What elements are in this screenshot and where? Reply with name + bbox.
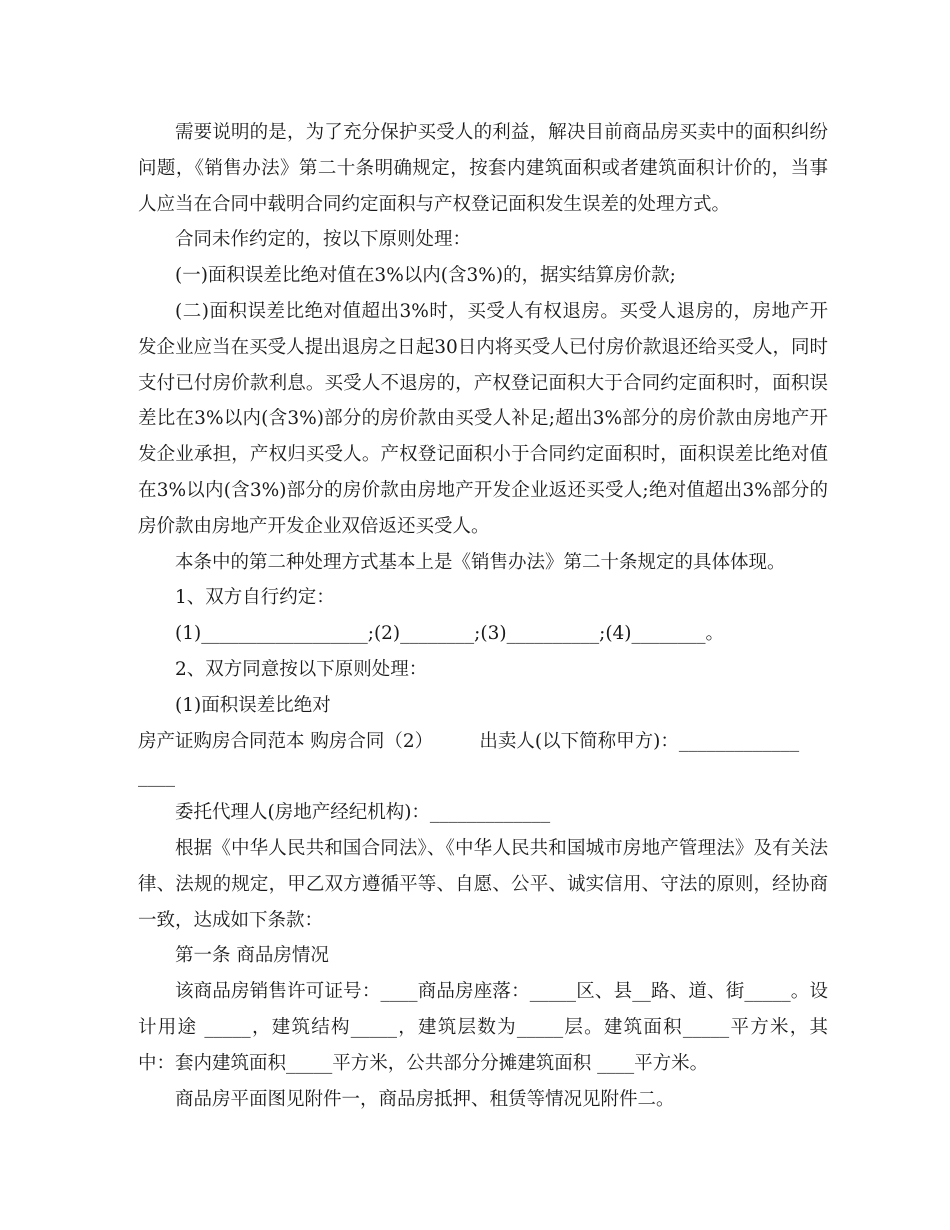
paragraph-agreement-blanks: (1)__________________;(2)________;(3)__________;(4)________。: [175, 623, 725, 645]
paragraph-no-agreement-rule: 合同未作约定的，按以下原则处理：: [175, 229, 472, 251]
paragraph-second-method-note: 本条中的第二种处理方式基本上是《销售办法》第二十条规定的具体体现。: [175, 551, 786, 573]
paragraph-area-dispute-note: 需要说明的是，为了充分保护买受人的利益，解决目前商品房买卖中的面积纠纷问题，《销售办法》第二十条明确规定，按套内建筑面积或者建筑面积计价的，当事人应当在合同中载明合同约定面积与产权登记面积发生误差的处理方式。: [138, 122, 828, 215]
paragraph-legal-basis: 根据《中华人民共和国合同法》、《中华人民共和国城市房地产管理法》及有关法律、法规的规定，甲乙双方遵循平等、自愿、公平、诚实信用、守法的原则，经协商一致，达成如下条款：: [138, 837, 828, 931]
paragraph-self-agreement: 1、双方自行约定：: [175, 587, 335, 609]
paragraph-agreed-principles: 2、双方同意按以下原则处理：: [175, 658, 428, 680]
paragraph-seller-blank-continuation: ____: [138, 766, 175, 788]
paragraph-area-error-ratio: (1)面积误差比绝对: [175, 694, 331, 716]
paragraph-agent: 委托代理人(房地产经纪机构)：_____________: [175, 802, 551, 824]
paragraph-rule-one: (一)面积误差比绝对值在3%以内(含3%)的，据实结算房价款;: [175, 265, 676, 287]
paragraph-contract-heading-seller: 房产证购房合同范本 购房合同（2） 出卖人(以下简称甲方)：_____________: [138, 730, 800, 752]
paragraph-article-one-title: 第一条 商品房情况: [175, 945, 329, 967]
paragraph-rule-two: (二)面积误差比绝对值超出3%时，买受人有权退房。买受人退房的，房地产开发企业应当在买受人提出退房之日起30日内将买受人已付房价款退还给买受人，同时支付已付房价款利息。买受人不退房的，产权登记面积大于合同约定面积时，面积误差比在3%以内(含3%)部分的房价款由买受人补足;超出3%部分的房价款由房地产开发企业承担，产权归买受人。产权登记面积小于合同约定面积时，面积误差比绝对值在3%以内(含3%)部分的房价款由房地产开发企业返还买受人;绝对值超出3%部分的房价款由房地产开发企业双倍返还买受人。: [138, 300, 828, 537]
document-body: [138, 115, 828, 1117]
paragraph-attachments: 商品房平面图见附件一，商品房抵押、租赁等情况见附件二。: [175, 1088, 675, 1110]
paragraph-property-details: 该商品房销售许可证号：____商品房座落：_____区、县__路、道、街_____。设计用途 _____，建筑结构_____，建筑层数为_____层。建筑面积_____平方米，其中：套内建筑面积_____平方米，公共部分分摊建筑面积 ____平方米。: [138, 981, 828, 1074]
